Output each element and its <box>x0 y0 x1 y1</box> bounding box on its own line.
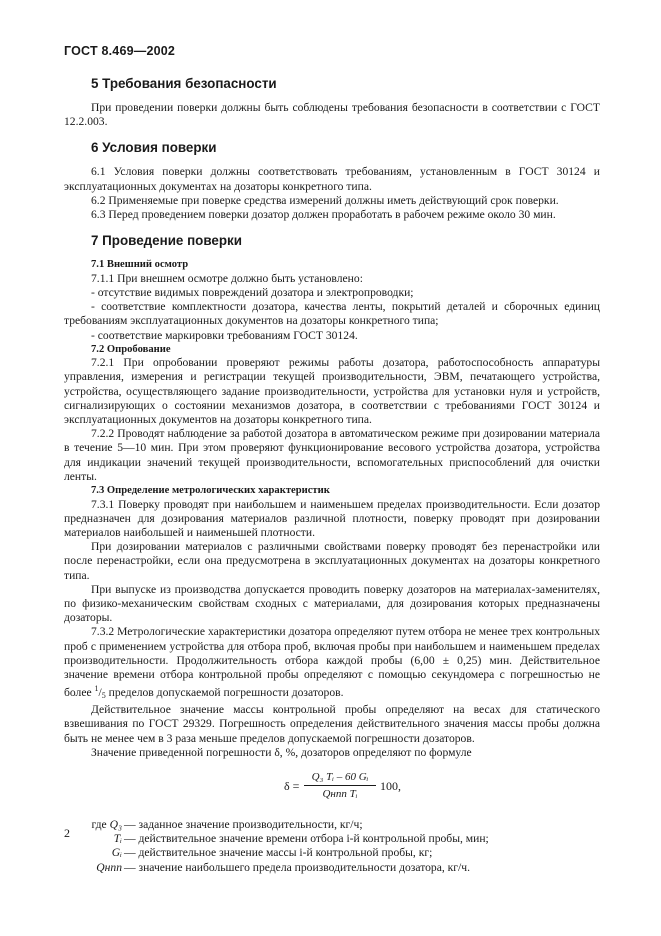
paragraph-6-3: 6.3 Перед проведением поверки дозатор должен проработать в рабочем режиме около 30 мин. <box>91 208 556 222</box>
list-item: - соответствие комплектности дозатора, качества ленты, покрытий деталей и сборочных единиц требованиям эксплуатационных документов на дозаторы конкретного типа; <box>64 300 600 328</box>
section-6-title: 6 Условия поверки <box>91 140 217 156</box>
definition-row <box>64 861 600 875</box>
definition-lead: где <box>91 818 110 832</box>
paragraph-7-3-2-c: Действительное значение массы контрольной пробы определяют на весах для статического взвешивания по ГОСТ 29329. Погрешность определения действительного значения массы пробы должна быть не менее чем в 3 раза меньше пределов допускаемой погрешности дозаторов. <box>64 703 600 745</box>
document-header: ГОСТ 8.469—2002 <box>64 44 176 58</box>
subsection-7-2-title: 7.2 Опробование <box>91 343 171 355</box>
formula-fraction <box>304 770 376 801</box>
document-body <box>64 76 600 875</box>
list-item: - отсутствие видимых повреждений дозатора и электропроводки; <box>91 285 414 299</box>
paragraph-7-3-1: 7.3.1 Поверку проводят при наибольшем и наименьшем пределах производительности. Если дозатор предназначен для дозирования материалов различной плотности, поверку проводят при дозировании материалов наибольшей и наименьшей плотности. <box>64 497 600 539</box>
formula-lhs: δ = <box>284 779 300 794</box>
paragraph-7-2-1: 7.2.1 При опробовании проверяют режимы работы дозатора, работоспособность аппаратуры управления, измерения и регистрации текущей производительности, ЭВМ, печатающего устройства, устройства, осуществляющего задание производительности, устройства для установки нуля и устройств, сигнализирующих о состоянии механизмов дозатора, в соответствии с требованиями ГОСТ 30124 и эксплуатационных документов на дозаторы конкретного типа. <box>64 356 600 427</box>
list-item: - соответствие маркировки требованиям ГОСТ 30124. <box>91 328 358 342</box>
page-number: 2 <box>64 826 70 840</box>
definition-row <box>64 818 600 832</box>
paragraph-7-3-1-b: При дозировании материалов с различными свойствами поверку проводят без перенастройки или после перенастройки, если она предусмотрена в эксплуатационных документах на дозаторы конкретного типа. <box>64 540 600 582</box>
paragraph-6-2: 6.2 Применяемые при поверке средства измерений должны иметь действующий срок поверки. <box>91 193 559 207</box>
subsection-7-3-title: 7.3 Определение метрологических характеристик <box>91 485 330 497</box>
definition-symbol: Q₃ <box>109 818 122 832</box>
definition-row <box>64 832 600 846</box>
paragraph-7-2-2: 7.2.2 Проводят наблюдение за работой дозатора в автоматическом режиме при дозировании материала в течение 5—10 мин. При этом проверяют функционирование весового устройства дозатора, устройства для индикации значений текущей производительности, вспомогательных приспособлений для очистки ленты. <box>64 427 600 483</box>
definition-text: — заданное значение производительности, кг/ч; <box>124 818 363 832</box>
section-7-title: 7 Проведение поверки <box>91 233 242 249</box>
paragraph-7-3-2: 7.3.2 Метрологические характеристики дозатора определяют путем отбора не менее трех контрольных проб с применением устройства для отбора проб, включая пробы при наибольшем и наименьшем пределах производительности. Продолжительность отбора каждой пробы (6,00 ± 0,25) мин. Действительное значение времени отбора контрольной пробы определяют с помощью секундомера с погрешностью не более $^1/_5$ пределов допускаемой погрешности дозаторов. <box>64 625 600 701</box>
fraction-denominator: 5 <box>101 691 106 701</box>
fraction-numerator: 1 <box>94 684 99 694</box>
formula-tail: 100, <box>380 779 401 794</box>
paragraph-7-3-2-tail: пределов допускаемой погрешности дозаторов. <box>108 686 344 700</box>
definition-text: — значение наибольшего предела производительности дозатора, кг/ч. <box>124 860 471 874</box>
subsection-7-1-title: 7.1 Внешний осмотр <box>91 259 189 271</box>
formula-denominator: Qнпп Tᵢ <box>322 788 358 801</box>
formula-numerator: Q₃ Tᵢ – 60 Gᵢ <box>304 770 376 786</box>
paragraph-6-1: 6.1 Условия поверки должны соответствовать требованиям, установленным в ГОСТ 30124 и эксплуатационных документах на дозаторы конкретного типа. <box>64 165 600 193</box>
paragraph-7-3-2-d: Значение приведенной погрешности δ, %, дозаторов определяют по формуле <box>91 745 472 759</box>
paragraph-7-3-2-text: 7.3.2 Метрологические характеристики дозатора определяют путем отбора не менее трех контрольных проб с применением устройства для отбора проб, включая пробы при наибольшем и наименьшем пределах производительности. Продолжительность отбора каждой пробы (6,00 ± 0,25) мин. Действительное значение времени отбора контрольной пробы определяют с помощью секундомера с погрешностью не более <box>64 625 600 700</box>
symbol-definitions <box>64 818 600 875</box>
definition-symbol: Qнпп <box>96 860 122 874</box>
error-formula <box>64 770 600 810</box>
paragraph-7-1-1: 7.1.1 При внешнем осмотре должно быть установлено: <box>91 271 363 285</box>
definition-text: — действительное значение массы i-й контрольной пробы, кг; <box>124 846 433 860</box>
definition-symbol: Tᵢ <box>113 832 122 846</box>
definition-symbol: Gᵢ <box>111 846 122 860</box>
paragraph-7-3-1-c: При выпуске из производства допускается проводить поверку дозаторов на материалах-заменителях, по физико-механическим свойствам сходных с материалами, для дозирования которых предназначены дозаторы. <box>64 582 600 625</box>
definition-text: — действительное значение времени отбора i-й контрольной пробы, мин; <box>124 832 489 846</box>
definition-row <box>64 846 600 860</box>
section-5-paragraph: При проведении поверки должны быть соблюдены требования безопасности в соответствии с ГОСТ 12.2.003. <box>64 101 600 129</box>
section-5-title: 5 Требования безопасности <box>91 76 277 91</box>
